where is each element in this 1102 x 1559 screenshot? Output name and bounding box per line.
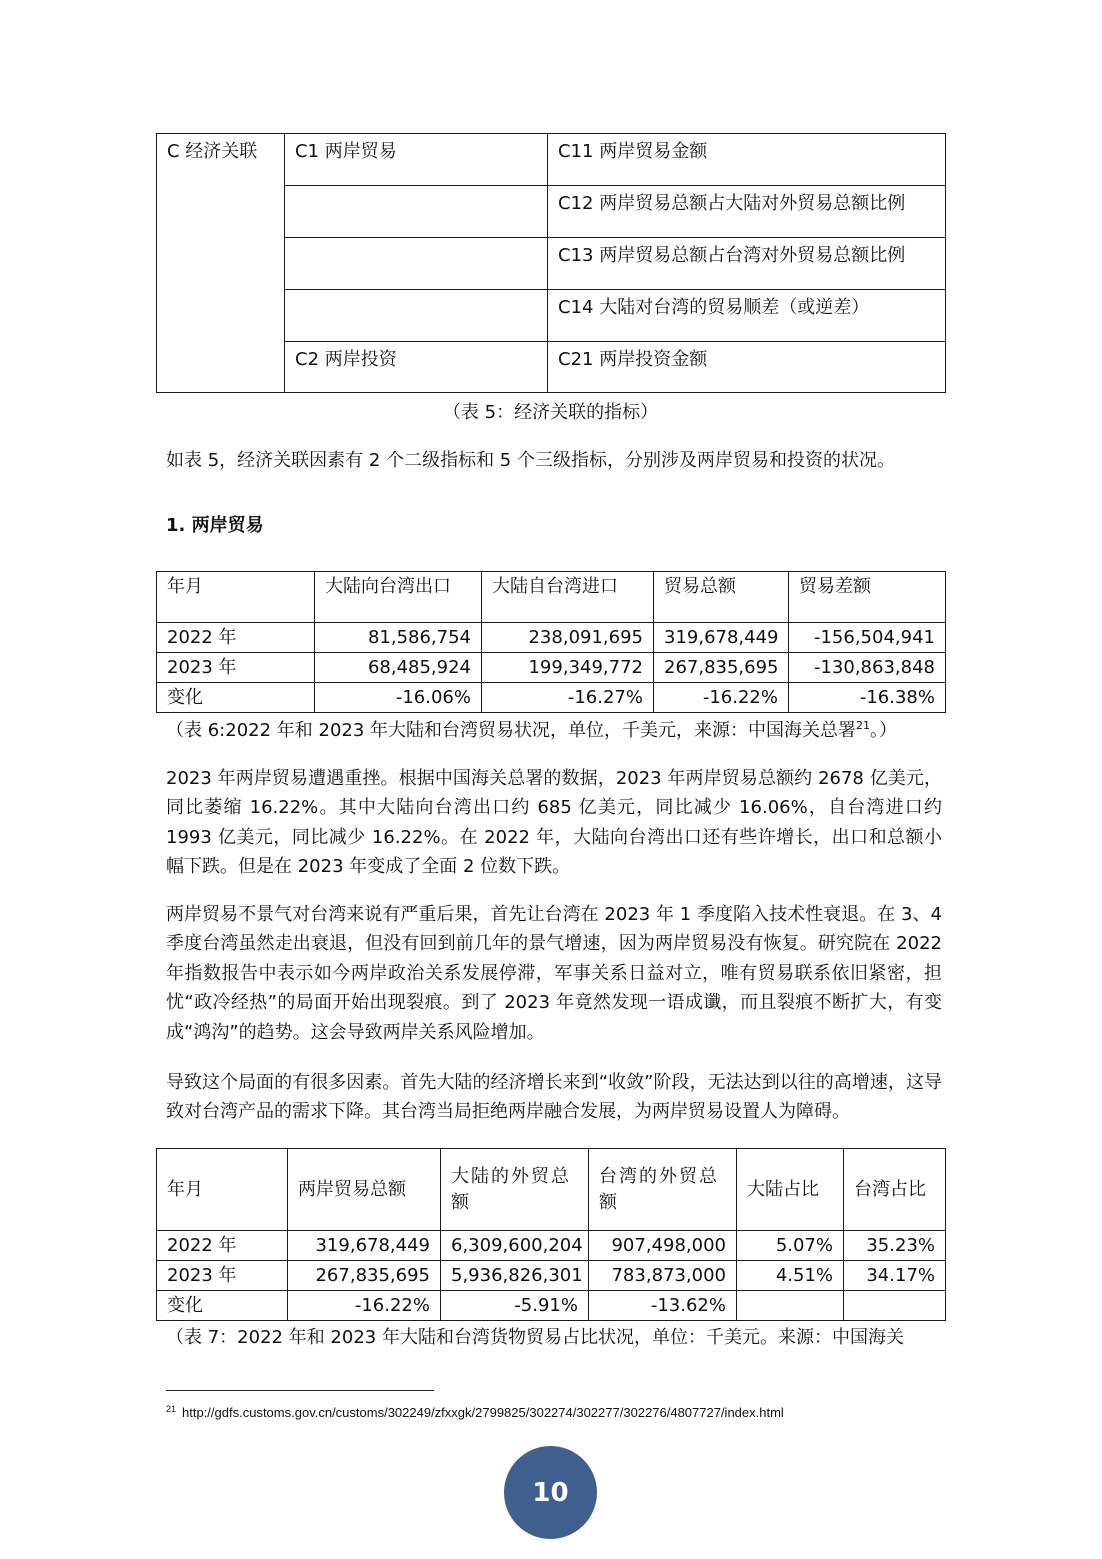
table7-header: 年月	[157, 1149, 288, 1231]
table5-level2-cell: C1 两岸贸易	[285, 134, 548, 186]
table7-cell: 5,936,826,301	[441, 1261, 589, 1291]
page-number-badge: 10	[504, 1446, 597, 1539]
table6-cell: -16.22%	[654, 683, 789, 713]
table7-header: 大陆占比	[737, 1149, 844, 1231]
footnote-ref: 21	[856, 719, 871, 732]
table-row	[157, 1291, 946, 1321]
table7-header: 大陆的外贸总额	[441, 1149, 589, 1231]
table5-level3-cell: C14 大陆对台湾的贸易顺差（或逆差）	[548, 290, 946, 342]
table7-cell: 2023 年	[157, 1261, 288, 1291]
table6-cell: -16.38%	[789, 683, 946, 713]
table7-cell	[737, 1291, 844, 1321]
table7-cell: 变化	[157, 1291, 288, 1321]
table6-cell: 199,349,772	[482, 653, 654, 683]
table6-cell: -156,504,941	[789, 623, 946, 653]
table7-cell: 35.23%	[844, 1231, 946, 1261]
table6-cell: -130,863,848	[789, 653, 946, 683]
table5-level3-cell: C11 两岸贸易金额	[548, 134, 946, 186]
table7-cell: 907,498,000	[589, 1231, 737, 1261]
table5-category-cell: C 经济关联	[157, 134, 285, 393]
table6-caption-text: （表 6:2022 年和 2023 年大陆和台湾贸易状况，单位，千美元，来源：中国海关总署	[166, 720, 857, 741]
table6-header: 贸易差额	[789, 572, 946, 623]
table-row	[157, 1261, 946, 1291]
table7-header: 两岸贸易总额	[288, 1149, 441, 1231]
table6-header: 大陆向台湾出口	[315, 572, 482, 623]
table7-cell: 267,835,695	[288, 1261, 441, 1291]
table6-cell: -16.06%	[315, 683, 482, 713]
table7-cell: 34.17%	[844, 1261, 946, 1291]
table7-cell: 4.51%	[737, 1261, 844, 1291]
table6-cell: 319,678,449	[654, 623, 789, 653]
table-row	[157, 683, 946, 713]
table7-cell: 783,873,000	[589, 1261, 737, 1291]
table6-cell: 变化	[157, 683, 315, 713]
table7-header: 台湾占比	[844, 1149, 946, 1231]
footnote	[166, 1404, 784, 1420]
table7-cell: -13.62%	[589, 1291, 737, 1321]
table7-caption: （表 7：2022 年和 2023 年大陆和台湾货物贸易占比状况，单位：千美元。来源：中国海关	[166, 1327, 904, 1348]
table6-header: 贸易总额	[654, 572, 789, 623]
table6-caption	[166, 716, 897, 742]
footnote-number: 21	[166, 1404, 177, 1414]
table5-level2-cell	[285, 238, 548, 290]
table6-cell: -16.27%	[482, 683, 654, 713]
table7-cell: 2022 年	[157, 1231, 288, 1261]
paragraph-1: 2023 年两岸贸易遭遇重挫。根据中国海关总署的数据，2023 年两岸贸易总额约 2678 亿美元，同比萎缩 16.22%。其中大陆向台湾出口约 685 亿美元，同比减少 16.06%，自台湾进口约 1993 亿美元，同比减少 16.22%。在 2022 年，大陆向台湾出口还有些许增长，出口和总额小幅下跌。但是在 2023 年变成了全面 2 位数下跌。	[166, 768, 942, 878]
table6-cell: 81,586,754	[315, 623, 482, 653]
table5-level3-cell: C12 两岸贸易总额占大陆对外贸易总额比例	[548, 186, 946, 238]
table-header-row	[157, 1149, 946, 1231]
table-6	[156, 571, 946, 713]
paragraph-3: 导致这个局面的有很多因素。首先大陆的经济增长来到“收敛”阶段，无法达到以往的高增速，这导致对台湾产品的需求下降。其台湾当局拒绝两岸融合发展，为两岸贸易设置人为障碍。	[166, 1072, 942, 1123]
table7-cell: 6,309,600,204	[441, 1231, 589, 1261]
table5-caption: （表 5：经济关联的指标）	[442, 402, 659, 423]
table7-cell	[844, 1291, 946, 1321]
table7-cell: -16.22%	[288, 1291, 441, 1321]
table-5	[156, 133, 946, 393]
table5-level2-cell	[285, 290, 548, 342]
table6-cell: 238,091,695	[482, 623, 654, 653]
table6-cell: 2023 年	[157, 653, 315, 683]
table-row	[157, 1231, 946, 1261]
footnote-url[interactable]: http://gdfs.customs.gov.cn/customs/302249/zfxxgk/2799825/302274/302277/302276/4807727/index.html	[182, 1405, 784, 1420]
table6-caption-end: 。）	[870, 720, 898, 741]
table-row	[157, 653, 946, 683]
footnote-divider	[166, 1390, 434, 1391]
table5-level2-cell	[285, 186, 548, 238]
table-row	[157, 623, 946, 653]
table7-header: 台湾的外贸总额	[589, 1149, 737, 1231]
table6-cell: 2022 年	[157, 623, 315, 653]
table6-header: 年月	[157, 572, 315, 623]
table7-cell: 319,678,449	[288, 1231, 441, 1261]
table5-level3-cell: C21 两岸投资金额	[548, 342, 946, 393]
paragraph-2: 两岸贸易不景气对台湾来说有严重后果，首先让台湾在 2023 年 1 季度陷入技术性衰退。在 3、4 季度台湾虽然走出衰退，但没有回到前几年的景气增速，因为两岸贸易没有恢复。研究院在 2022 年指数报告中表示如今两岸政治关系发展停滞，军事关系日益对立，唯有贸易联系依旧紧密，担忧“政冷经热”的局面开始出现裂痕。到了 2023 年竟然发现一语成谶，而且裂痕不断扩大，有变成“鸿沟”的趋势。这会导致两岸关系风险增加。	[166, 904, 942, 1043]
table7-cell: 5.07%	[737, 1231, 844, 1261]
table6-cell: 68,485,924	[315, 653, 482, 683]
table5-level2-cell: C2 两岸投资	[285, 342, 548, 393]
table6-header: 大陆自台湾进口	[482, 572, 654, 623]
table-header-row	[157, 572, 946, 623]
table7-cell: -5.91%	[441, 1291, 589, 1321]
table6-cell: 267,835,695	[654, 653, 789, 683]
table-7	[156, 1148, 946, 1321]
table-row	[157, 134, 946, 186]
intro-paragraph: 如表 5，经济关联因素有 2 个二级指标和 5 个三级指标，分别涉及两岸贸易和投资的状况。	[166, 450, 895, 471]
section-heading: 1. 两岸贸易	[166, 515, 264, 536]
table5-level3-cell: C13 两岸贸易总额占台湾对外贸易总额比例	[548, 238, 946, 290]
